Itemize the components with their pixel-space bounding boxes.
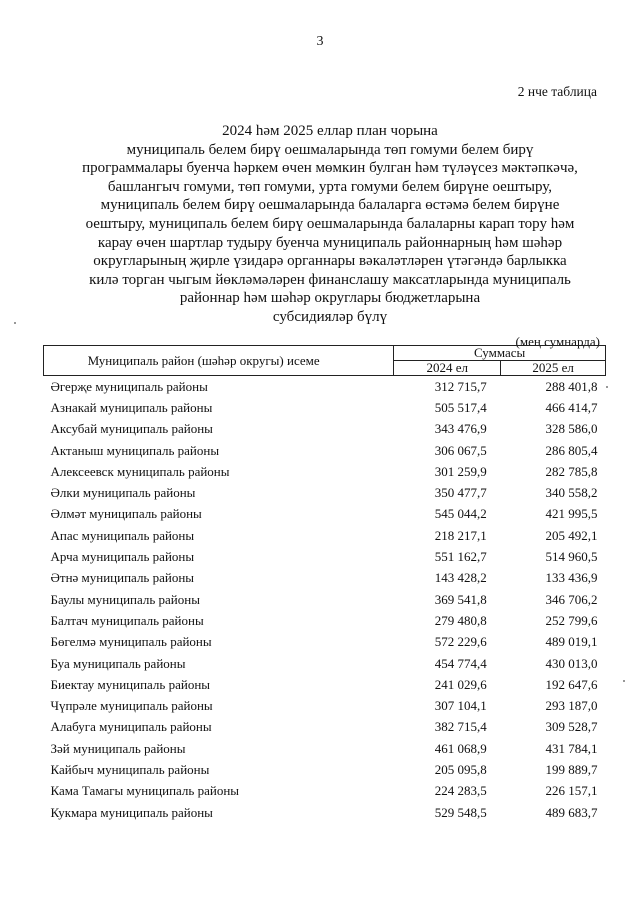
amount-2025: 286 805,4 xyxy=(545,442,598,458)
amount-2024: 382 715,4 xyxy=(434,719,487,735)
table-row xyxy=(44,610,606,631)
table-body xyxy=(44,376,606,824)
scan-speck xyxy=(14,322,16,324)
title-line: оештыру, муниципаль белем бирү оешмаларында балаларны карап тору һәм xyxy=(85,215,575,232)
table-row xyxy=(44,632,606,653)
amount-2024: 279 480,8 xyxy=(434,612,487,628)
amount-2024: 505 517,4 xyxy=(434,399,487,415)
title-line: районнар һәм шәһәр округлары бюджетларына xyxy=(179,290,481,307)
document-title xyxy=(60,122,600,327)
table-row xyxy=(44,781,606,802)
municipality-name: Кукмара муниципаль районы xyxy=(50,804,213,820)
table-row xyxy=(44,546,606,567)
municipality-name: Бөгелмә муниципаль районы xyxy=(50,634,212,650)
amount-2025: 466 414,7 xyxy=(545,399,598,415)
header-sum: Суммасы xyxy=(394,346,606,361)
municipality-name: Алексеевск муниципаль районы xyxy=(50,463,230,479)
title-line: муниципаль белем бирү оешмаларында төп гомуми белем бирү xyxy=(126,141,534,158)
amount-2025: 421 995,5 xyxy=(545,506,598,522)
municipality-name: Азнакай муниципаль районы xyxy=(50,399,213,415)
table-row xyxy=(44,440,606,461)
amount-2024: 545 044,2 xyxy=(434,506,487,522)
amount-2024: 369 541,8 xyxy=(434,591,487,607)
amount-2025: 431 784,1 xyxy=(545,740,598,756)
municipality-name: Әлмәт муниципаль районы xyxy=(50,506,202,522)
title-line: килә торган чыгым йөкләмәләрен финанслашу максатларында муниципаль xyxy=(89,271,571,288)
amount-2025: 252 799,6 xyxy=(545,612,598,628)
municipality-name: Биектау муниципаль районы xyxy=(50,676,211,692)
amount-2025: 514 960,5 xyxy=(545,549,598,565)
amount-2024: 307 104,1 xyxy=(434,698,487,714)
table-row xyxy=(44,759,606,780)
amount-2025: 282 785,8 xyxy=(545,463,598,479)
amount-2024: 143 428,2 xyxy=(434,570,487,586)
amount-2024: 454 774,4 xyxy=(434,655,487,671)
units-note: (мең сумнарда) xyxy=(515,334,600,349)
municipality-name: Буа муниципаль районы xyxy=(50,655,186,671)
title-line: башлангыч гомуми, төп гомуми, урта гомуми белем бирүне оештыру, xyxy=(107,178,553,195)
municipality-name: Әлки муниципаль районы xyxy=(50,485,196,501)
amount-2024: 224 283,5 xyxy=(434,783,487,799)
amount-2025: 293 187,0 xyxy=(545,698,598,714)
page-number: 3 xyxy=(316,34,324,49)
municipality-name: Чүпрәле муниципаль районы xyxy=(50,698,213,714)
amount-2024: 572 229,6 xyxy=(434,634,487,650)
municipality-name: Баулы муниципаль районы xyxy=(50,591,200,607)
amount-2024: 241 029,6 xyxy=(434,676,487,692)
amount-2024: 529 548,5 xyxy=(434,804,487,820)
amount-2025: 199 889,7 xyxy=(545,761,598,777)
amount-2024: 306 067,5 xyxy=(434,442,487,458)
amount-2025: 226 157,1 xyxy=(545,783,598,799)
table-row xyxy=(44,525,606,546)
municipality-name: Зәй муниципаль районы xyxy=(50,740,186,756)
amount-2024: 461 068,9 xyxy=(434,740,487,756)
table-row xyxy=(44,376,606,398)
subsidy-table xyxy=(43,345,606,823)
amount-2025: 489 019,1 xyxy=(545,634,598,650)
amount-2025: 328 586,0 xyxy=(545,421,598,437)
municipality-name: Аксубай муниципаль районы xyxy=(50,421,213,437)
amount-2024: 205 095,8 xyxy=(434,761,487,777)
table-row xyxy=(44,802,606,823)
title-line: программалары буенча һәркем өчен мөмкин булган һәм түләүсез мәктәпкәчә, xyxy=(82,160,578,177)
municipality-name: Балтач муниципаль районы xyxy=(50,612,204,628)
table-row xyxy=(44,504,606,525)
municipality-name: Апас муниципаль районы xyxy=(50,527,195,543)
table-header-row xyxy=(44,346,606,361)
table-row xyxy=(44,589,606,610)
table-label: 2 нче таблица xyxy=(517,84,597,99)
amount-2025: 430 013,0 xyxy=(545,655,598,671)
municipality-name: Әгерҗе муниципаль районы xyxy=(50,378,208,394)
municipality-name: Арча муниципаль районы xyxy=(50,549,195,565)
municipality-name: Алабуга муниципаль районы xyxy=(50,719,212,735)
table-row xyxy=(44,738,606,759)
header-municipality-name: Муниципаль район (шәһәр округы) исеме xyxy=(44,346,394,376)
table-row xyxy=(44,674,606,695)
amount-2024: 551 162,7 xyxy=(434,549,487,565)
amount-2025: 133 436,9 xyxy=(545,570,598,586)
title-line: округларының җирле үзидарә органнары вәкаләтләрен үтәгәндә барлыкка xyxy=(93,253,567,270)
municipality-name: Кайбыч муниципаль районы xyxy=(50,761,210,777)
title-line: субсидияләр бүлү xyxy=(272,308,388,325)
header-year-2025: 2025 ел xyxy=(501,361,606,376)
header-year-2024: 2024 ел xyxy=(394,361,501,376)
scan-speck xyxy=(623,680,625,682)
table-row xyxy=(44,419,606,440)
table-row xyxy=(44,653,606,674)
amount-2025: 346 706,2 xyxy=(545,591,598,607)
municipality-name: Актаныш муниципаль районы xyxy=(50,442,220,458)
amount-2025: 192 647,6 xyxy=(545,676,598,692)
title-line: муниципаль белем бирү оешмаларында балаларга өстәмә белем бирүне xyxy=(100,197,560,214)
table-row xyxy=(44,695,606,716)
amount-2024: 312 715,7 xyxy=(434,378,487,394)
municipality-name: Кама Тамагы муниципаль районы xyxy=(50,783,240,799)
amount-2024: 301 259,9 xyxy=(434,463,487,479)
table-row xyxy=(44,568,606,589)
table-row xyxy=(44,717,606,738)
amount-2025: 288 401,8 xyxy=(545,378,598,394)
municipality-name: Әтнә муниципаль районы xyxy=(50,570,195,586)
amount-2025: 309 528,7 xyxy=(545,719,598,735)
table-row xyxy=(44,461,606,482)
amount-2025: 340 558,2 xyxy=(545,485,598,501)
amount-2024: 218 217,1 xyxy=(434,527,487,543)
title-line: карау өчен шартлар тудыру буенча муниципаль районнарның һәм шәһәр xyxy=(97,234,563,251)
amount-2024: 350 477,7 xyxy=(434,485,487,501)
table-row xyxy=(44,397,606,418)
amount-2024: 343 476,9 xyxy=(434,421,487,437)
amount-2025: 489 683,7 xyxy=(545,804,598,820)
scan-speck xyxy=(606,386,608,388)
title-line: 2024 һәм 2025 еллар план чорына xyxy=(222,123,438,139)
table-row xyxy=(44,482,606,503)
amount-2025: 205 492,1 xyxy=(545,527,598,543)
